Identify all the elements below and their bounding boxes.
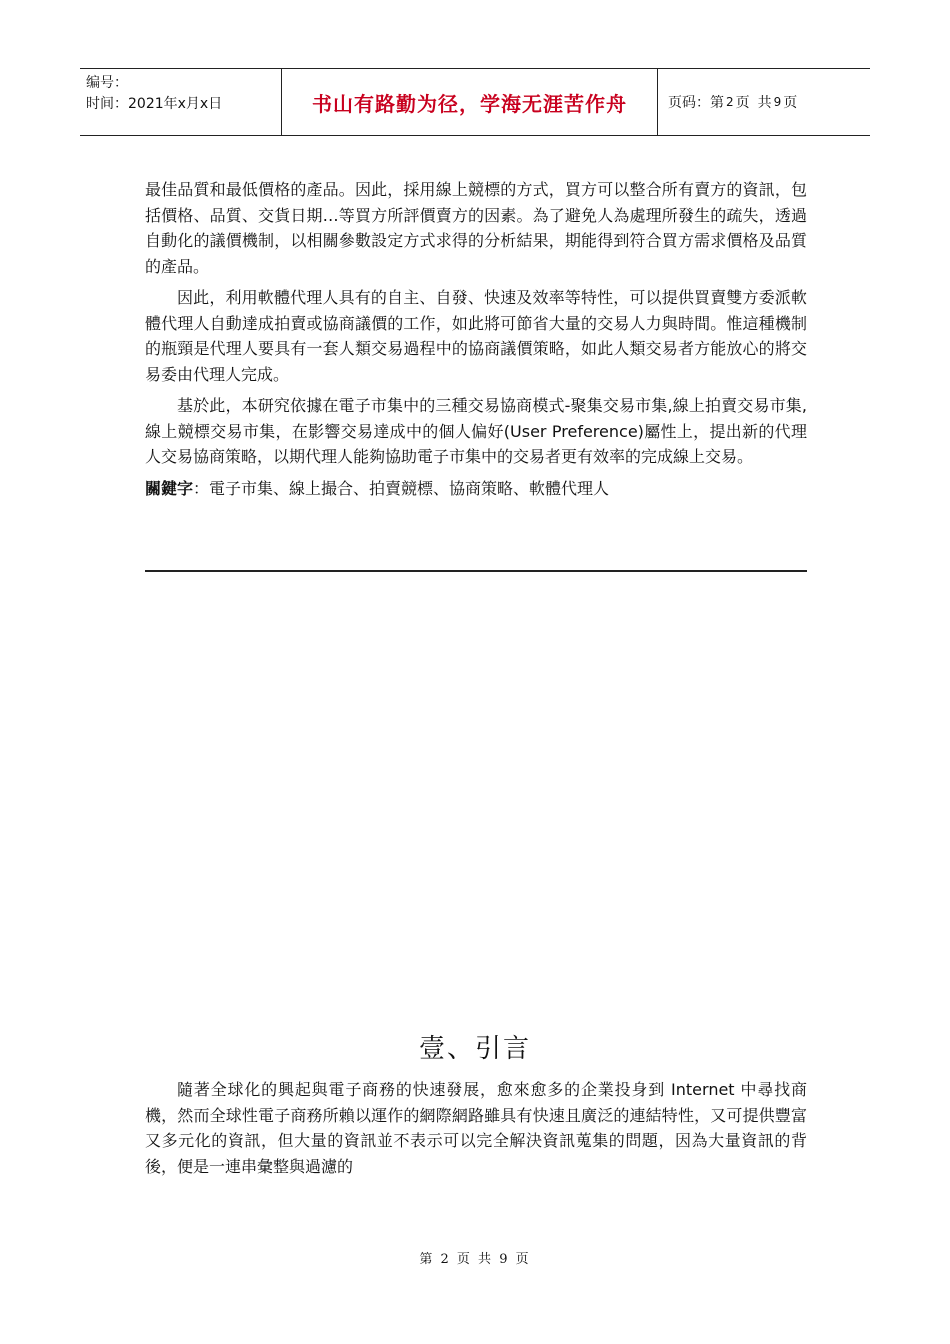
- page-total: 9: [773, 95, 782, 109]
- time-line: [86, 94, 281, 115]
- page-header: [80, 68, 870, 136]
- page-total-unit: 页: [783, 95, 798, 111]
- page-total-label: 共: [757, 95, 772, 111]
- abstract-paragraph-3: 基於此，本研究依據在電子市集中的三種交易協商模式-聚集交易市集,線上拍賣交易市集,線上競標交易市集，在影響交易達成中的個人偏好(User Preference)屬性上，提出新的代理人交易協商策略，以期代理人能夠協助電子市集中的交易者更有效率的完成線上交易。: [145, 396, 807, 466]
- header-motto: 书山有路勤为径，学海无涯苦作舟: [282, 69, 658, 135]
- page-label: 页码：第: [668, 95, 724, 111]
- header-page-info: [658, 69, 870, 135]
- abstract-paragraph-1: 最佳品質和最低價格的產品。因此，採用線上競標的方式，買方可以整合所有賣方的資訊，包括價格、品質、交貨日期…等買方所評價賣方的因素。為了避免人為處理所發生的疏失，透過自動化的議價機制，以相關參數設定方式求得的分析結果，期能得到符合買方需求價格及品質的產品。: [145, 180, 807, 276]
- time-label: 时间：: [86, 96, 128, 112]
- abstract-body: [145, 177, 807, 507]
- keywords-colon: ：: [193, 478, 210, 498]
- header-meta: [80, 69, 282, 135]
- keywords-line: [145, 476, 807, 502]
- introduction-paragraph: 隨著全球化的興起與電子商務的快速發展，愈來愈多的企業投身到 Internet 中尋找商機，然而全球性電子商務所賴以運作的網際網路雖具有快速且廣泛的連結特性，又可提供豐富又多元化的資訊，但大量的資訊並不表示可以完全解決資訊蒐集的問題，因為大量資訊的背後，便是一連串彙整與過濾的: [145, 1080, 807, 1176]
- time-value: 2021年x月x日: [128, 96, 223, 112]
- page-footer: 第 2 页 共 9 页: [419, 1252, 531, 1267]
- page-current: 2: [726, 95, 734, 109]
- code-label: 编号：: [86, 75, 128, 91]
- keywords-text: 電子市集、線上撮合、拍賣競標、協商策略、軟體代理人: [209, 478, 610, 498]
- page-unit: 页: [735, 95, 750, 111]
- section-divider: [145, 570, 807, 572]
- keywords-label: 關鍵字: [145, 478, 194, 498]
- introduction-body: [145, 1077, 807, 1185]
- abstract-paragraph-2: 因此，利用軟體代理人具有的自主、自發、快速及效率等特性，可以提供買賣雙方委派軟體代理人自動達成拍賣或協商議價的工作，如此將可節省大量的交易人力與時間。惟這種機制的瓶頸是代理人要具有一套人類交易過程中的協商議價策略，如此人類交易者方能放心的將交易委由代理人完成。: [145, 288, 807, 384]
- section-title: 壹、引言: [418, 1034, 531, 1064]
